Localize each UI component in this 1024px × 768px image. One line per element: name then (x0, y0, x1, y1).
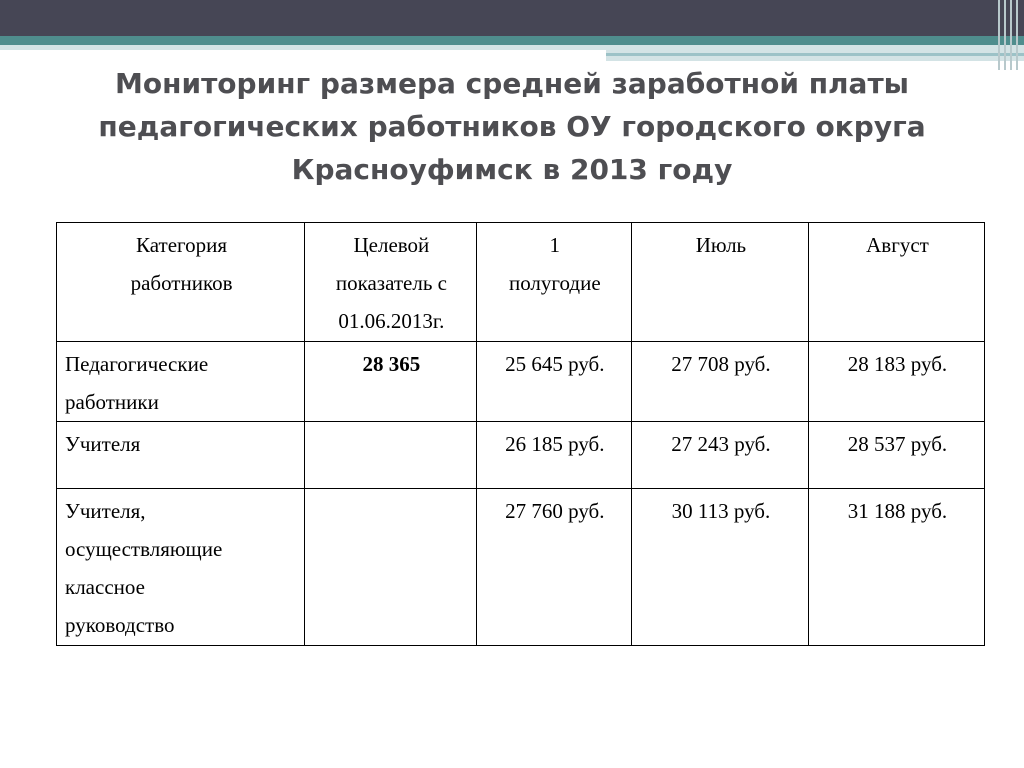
header-first-half-line: 1 (549, 233, 561, 257)
cell-category-line: осуществляющие (65, 537, 223, 561)
cell-category-line: классное (65, 575, 145, 599)
header-stripes-decoration (994, 0, 1024, 70)
cell-july: 27 243 руб. (631, 422, 808, 489)
cell-target (305, 489, 477, 646)
cell-july: 30 113 руб. (631, 489, 808, 646)
cell-first-half: 25 645 руб. (476, 342, 631, 422)
header-category-line: работников (130, 271, 233, 295)
slide-title (30, 62, 994, 191)
header-august-line: Август (866, 233, 929, 257)
cell-category-line: Учителя (65, 432, 141, 456)
cell-category-line: Педагогические (65, 352, 209, 376)
header-band-teal-right (606, 53, 1024, 56)
slide-title-line-3: Красноуфимск в 2013 году (291, 153, 733, 186)
table-row (57, 422, 985, 489)
slide-title-line-2: педагогических работников ОУ городского округа (98, 110, 926, 143)
cell-first-half: 27 760 руб. (476, 489, 631, 646)
cell-category-line: руководство (65, 613, 175, 637)
header-july (631, 223, 808, 342)
cell-august: 28 537 руб. (808, 422, 984, 489)
cell-category-line: работники (65, 390, 159, 414)
table-header-row (57, 223, 985, 342)
cell-target: 28 365 (305, 342, 477, 422)
header-band-teal (0, 36, 1024, 45)
cell-target (305, 422, 477, 489)
header-category-line: Категория (136, 233, 228, 257)
table-row (57, 342, 985, 422)
table-row (57, 489, 985, 646)
cell-first-half: 26 185 руб. (476, 422, 631, 489)
header-first-half-line: полугодие (508, 271, 601, 295)
header-category (57, 223, 305, 342)
header-target (305, 223, 477, 342)
cell-category-line: Учителя, (65, 499, 146, 523)
header-first-half (476, 223, 631, 342)
slide-title-line-1: Мониторинг размера средней заработной платы (115, 67, 909, 100)
header-target-line: Целевой (353, 233, 430, 257)
header-july-line: Июль (695, 233, 747, 257)
header-august (808, 223, 984, 342)
header-band-dark (0, 0, 1024, 36)
cell-category (57, 422, 305, 489)
cell-july: 27 708 руб. (631, 342, 808, 422)
salary-monitoring-table (56, 222, 985, 646)
header-target-line: 01.06.2013г. (338, 309, 445, 333)
header-target-line: показатель с (335, 271, 447, 295)
cell-august: 28 183 руб. (808, 342, 984, 422)
header-band-light (0, 45, 606, 50)
cell-august: 31 188 руб. (808, 489, 984, 646)
cell-category (57, 489, 305, 646)
cell-category (57, 342, 305, 422)
